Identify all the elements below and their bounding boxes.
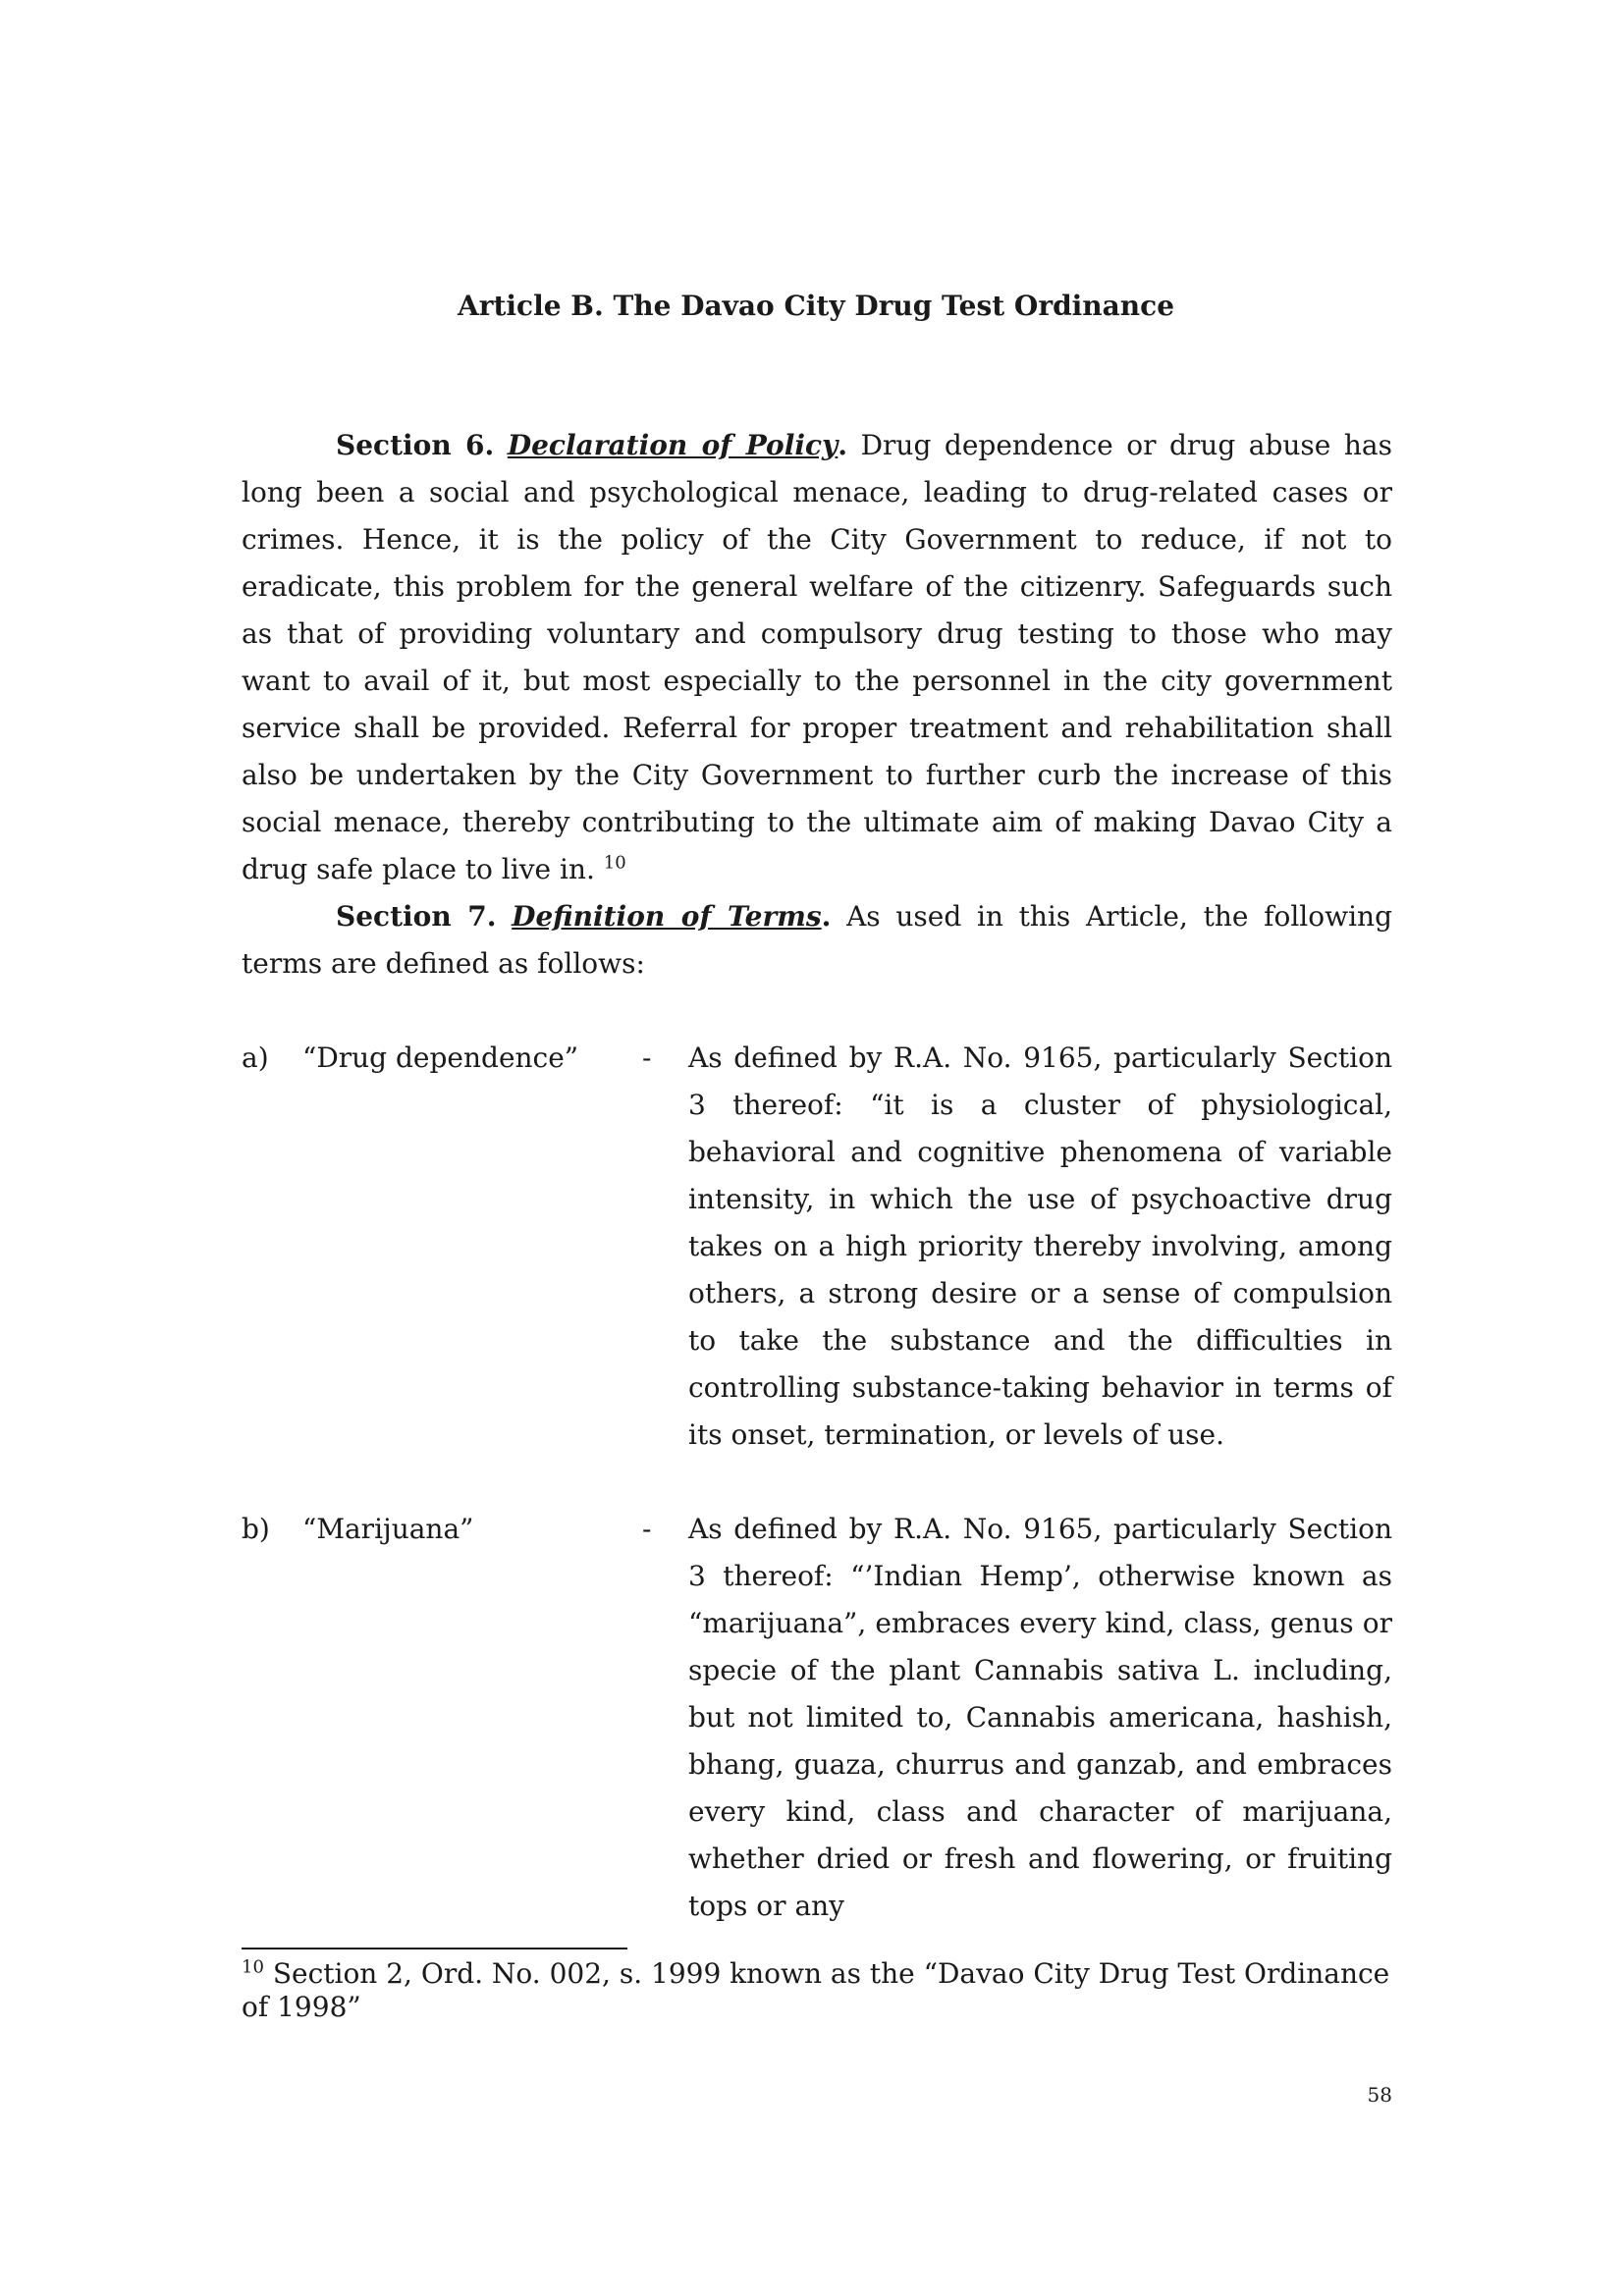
definition-dash: - [642,1513,652,1545]
article-title: Article B. The Davao City Drug Test Ordinance [457,290,1175,322]
definition-dash: - [642,1041,652,1074]
definition-body: As defined by R.A. No. 9165, particularly Section 3 thereof: “’Indian Hemp’, otherwise known as “marijuana”, embraces every kind, class, genus or specie of the plant Cannabis sativa L. including, but not limited to, Cannabis americana, hashish, bhang, guaza, churrus and ganzab, and embraces every kind, class and character of marijuana, whether dried or fresh and flowering, or fruiting tops or any [688,1513,1392,1922]
definition-body: As defined by R.A. No. 9165, particularly Section 3 thereof: “it is a cluster of physiological, behavioral and cognitive phenomena of variable intensity, in which the use of psychoactive drug takes on a high priority thereby involving, among others, a strong desire or a sense of compulsion to take the substance and the difficulties in controlling substance-taking behavior in terms of its onset, termination, or levels of use. [688,1041,1392,1451]
footnote-number: 10 [242,1956,264,1978]
section-7-heading: Definition of Terms [512,900,822,933]
section-6-text: Drug dependence or drug abuse has long been a social and psychological menace, leading to drug-related cases or crimes. Hence, it is the policy of the City Government to reduce, if not to eradicate, this problem for the general welfare of the citizenry. Safeguards such as that of providing voluntary and compulsory drug testing to those who may want to avail of it, but most especially to the personnel in the city government service shall be provided. Referral for proper treatment and rehabilitation shall also be undertaken by the City Government to further curb the increase of this social menace, thereby contributing to the ultimate aim of making Davao City a drug safe place to live in. [242,429,1392,885]
definition-letter: a) [242,1041,269,1074]
section-6-label: Section 6. [336,429,495,461]
section-7-text: As used in this Article, the following terms are defined as follows: [242,900,1392,980]
section-6-paragraph: Section 6. Declaration of Policy. Drug dependence or drug abuse has long been a social and psychological menace, leading to drug-related cases or crimes. Hence, it is the policy of the City Government to reduce, if not to eradicate, this problem for the general welfare of the citizenry. Safeguards such as that of providing voluntary and compulsory drug testing to those who may want to avail of it, but most especially to the personnel in the city government service shall be provided. Referral for proper treatment and rehabilitation shall also be undertaken by the City Government to further curb the increase of this social menace, thereby contributing to the ultimate aim of making Davao City a drug safe place to live in. $^{10}$ [242,429,1392,885]
definition-term: “Marijuana” [302,1513,474,1545]
footnote-text: Section 2, Ord. No. 002, s. 1999 known as the “Davao City Drug Test Ordinance of 1998” [242,1957,1390,2023]
definition-term: “Drug dependence” [302,1041,579,1074]
footnote-divider [242,1948,627,1949]
page-number: 58 [1367,2083,1392,2107]
definition-letter: b) [242,1513,270,1545]
footnote [242,1957,1392,2024]
footnote-ref: 10 [603,852,626,874]
section-7-paragraph: Section 7. Definition of Terms. As used in this Article, the following terms are defined as follows: [242,900,1392,980]
section-7-label: Section 7. [336,900,497,933]
section-6-heading: Declaration of Policy [507,429,839,461]
